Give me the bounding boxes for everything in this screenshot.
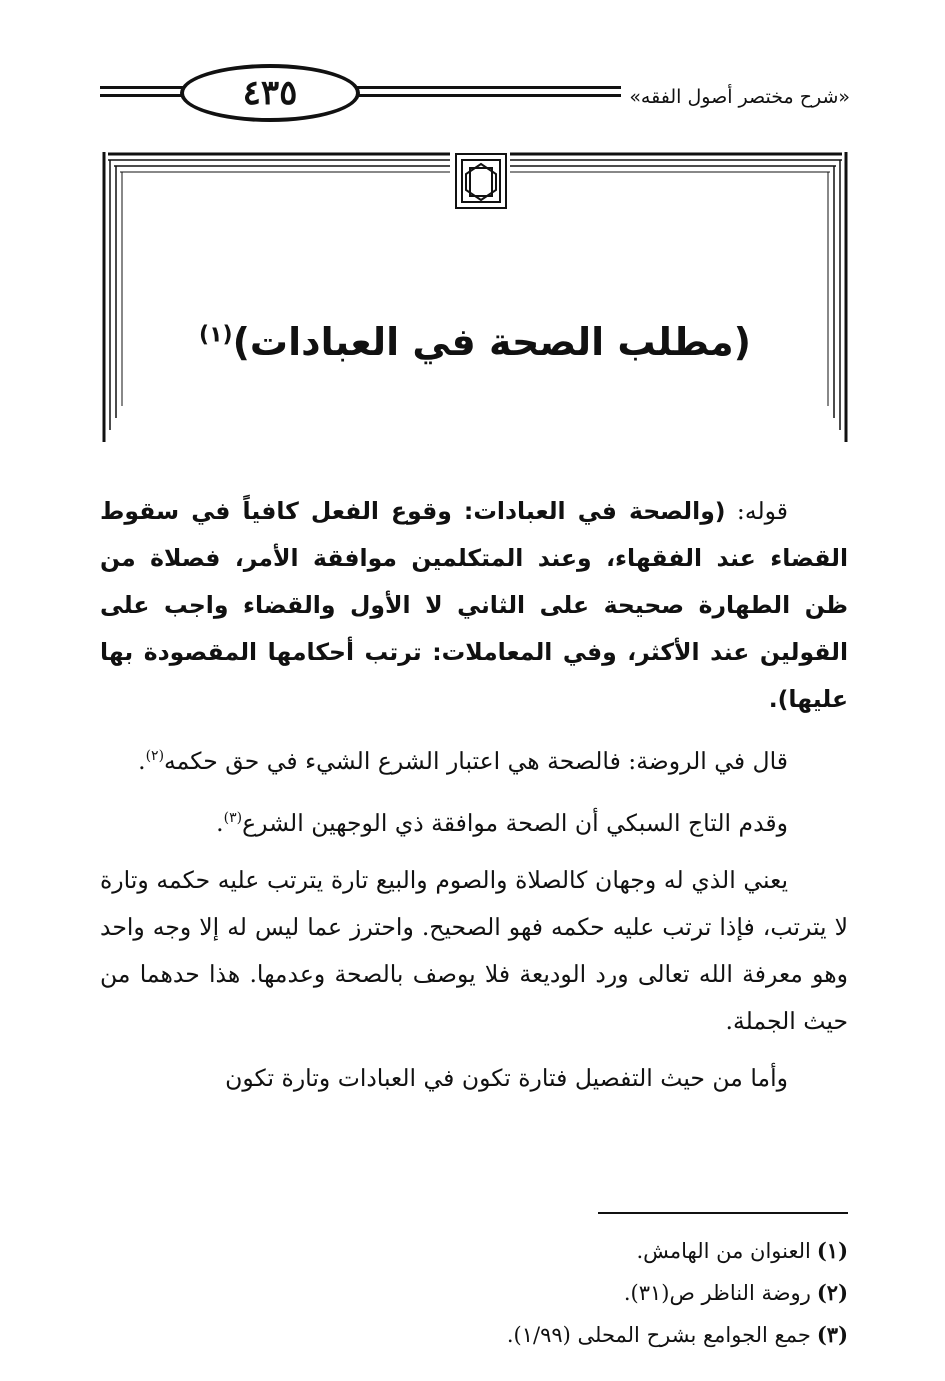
paragraph — [100, 488, 848, 723]
book-title: «شرح مختصر أصول الفقه» — [621, 86, 850, 108]
paragraph — [100, 857, 848, 1045]
paragraph — [100, 795, 848, 847]
footnote-text: جمع الجوامع بشرح المحلى (١/٩٩). — [506, 1323, 811, 1347]
paragraph-text: وأما من حيث التفصيل فتارة تكون في العبادات وتارة تكون — [225, 1063, 788, 1092]
paragraph-text: قال في الروضة: فالصحة هي اعتبار الشرع الشيء في حق حكمه — [164, 746, 788, 775]
footnote-divider — [598, 1212, 848, 1214]
footnote-number: (١) — [816, 1238, 848, 1263]
footnote-number: (٢) — [816, 1280, 848, 1305]
chapter-frame — [100, 150, 850, 442]
footnote — [288, 1272, 848, 1314]
paragraph — [100, 1055, 848, 1102]
quoted-text: (والصحة في العبادات: وقوع الفعل كافياً في سقوط القضاء عند الفقهاء، وعند المتكلمين موافقة الأمر، فصلاة من ظن الطهارة صحيحة على الثاني لا الأول والقضاء واجب على القولين عند الأكثر، وفي المعاملات: ترتب أحكامها المقصودة بها عليها). — [100, 497, 848, 713]
footnote-ref: (١) — [199, 322, 233, 348]
footnote-ref: (٢) — [145, 748, 165, 764]
footnote — [288, 1230, 848, 1272]
footnote-text: العنوان من الهامش. — [636, 1239, 811, 1263]
footnote — [288, 1314, 848, 1356]
footnote-ref: (٣) — [223, 809, 243, 826]
paragraph-tail: . — [216, 808, 224, 837]
page-number: ٤٣٥ — [180, 64, 360, 122]
chapter-title — [120, 320, 830, 364]
footnote-number: (٣) — [816, 1322, 848, 1347]
paragraph-tail: . — [138, 746, 146, 775]
chapter-title-text: (مطلب الصحة في العبادات) — [232, 320, 751, 364]
footnotes — [288, 1230, 848, 1356]
main-text — [100, 488, 848, 1112]
paragraph — [100, 733, 848, 785]
paragraph-text: وقدم التاج السبكي أن الصحة موافقة ذي الوجهين الشرع — [242, 808, 788, 837]
paragraph-lead: قوله: — [725, 497, 788, 525]
footnote-text: روضة الناظر ص(٣١). — [623, 1281, 811, 1305]
ornament-icon — [456, 154, 506, 208]
paragraph-text: يعني الذي له وجهان كالصلاة والصوم والبيع تارة يترتب عليه حكمه وتارة لا يترتب، فإذا ترتب عليه حكمه فهو الصحيح. واحترز عما ليس له إلا وجه واحد وهو معرفة الله تعالى ورد الوديعة فلا يوصف بالصحة وعدمها. هذا حدهما من حيث الجملة. — [100, 865, 848, 1035]
page-header — [100, 62, 850, 142]
